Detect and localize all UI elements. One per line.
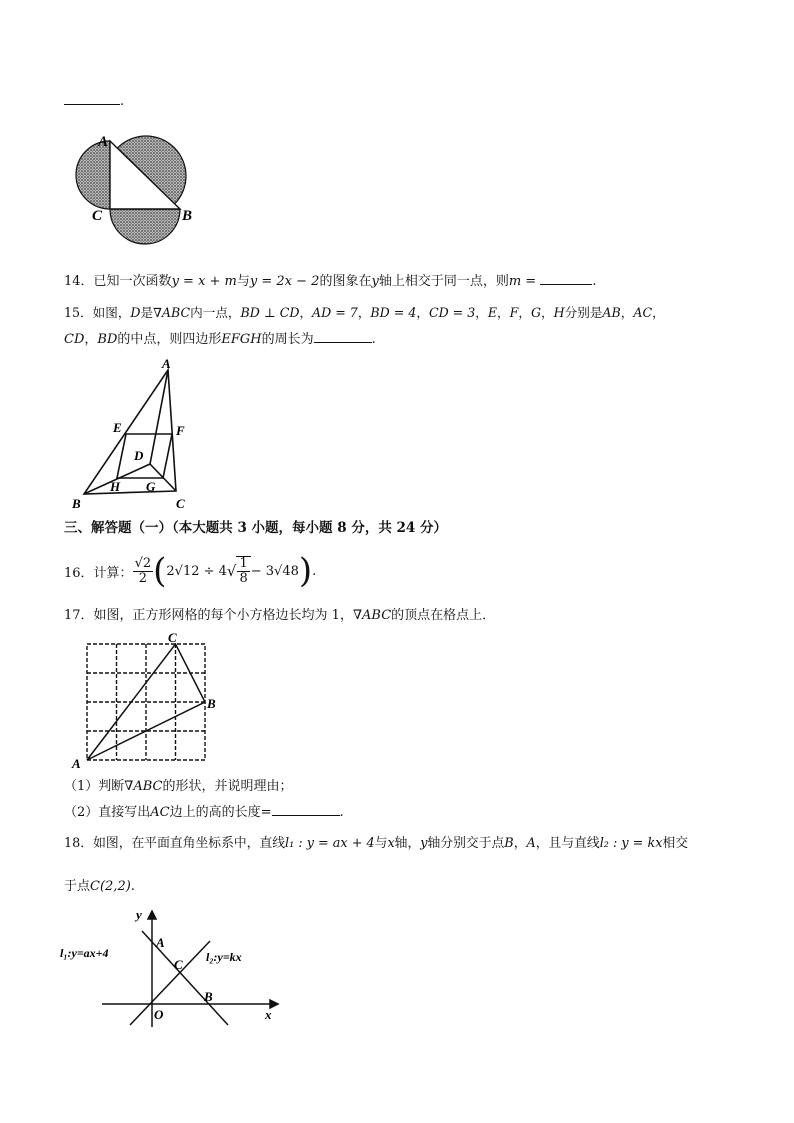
section-3-heading: 三、解答题（一）（本大题共 3 小题，每小题 8 分，共 24 分）: [64, 520, 448, 536]
fig18-label-b: B: [204, 989, 213, 1004]
fig15-label-c: C: [176, 496, 185, 511]
fig18-y-arrow: [148, 911, 156, 919]
answer-blank: [64, 92, 120, 105]
fig15-label-a: A: [162, 356, 171, 371]
fig18-label-a: A: [156, 935, 165, 950]
fig15-label-f: F: [176, 423, 185, 438]
question-17-part1: （1）判断∇ABC的形状，并说明理由；: [64, 779, 293, 794]
question-17-part2: （2）直接写出AC边上的高的长度= .: [64, 805, 344, 820]
fig18-coordinate-figure: [60, 905, 285, 1030]
question-16: 16． 计算： $\frac{√2}{2}$ ( 2√12 ÷ 4 √ $\frac{1}{8}$ − 3√48 ) .: [64, 551, 317, 591]
fig17-label-b: B: [207, 696, 216, 711]
question-18-line1: 18．如图，在平面直角坐标系中，直线l₁ : y = ax + 4与x轴，y轴分别交于点B，A，且与直线l₂ : y = kx相交: [64, 836, 689, 851]
fig17-label-a: A: [72, 756, 81, 770]
fig15-triangle-figure: [66, 356, 196, 512]
fig15-quad-efgh: [117, 434, 172, 478]
question-14: 14．已知一次函数y = x + m与y = 2x − 2的图象在y轴上相交于同一点，则m = .: [64, 274, 597, 289]
q17-answer-blank: [272, 803, 340, 816]
fig13-label-a: A: [98, 134, 109, 150]
question-15-line2: CD，BD的中点，则四边形EFGH的周长为 .: [64, 332, 376, 347]
fig17-label-c: C: [168, 630, 177, 645]
question-18-line2: 于点C(2,2).: [64, 879, 135, 894]
q16-left-paren: (: [153, 551, 167, 591]
fig18-label-l1: l₁:y=ax+4: [60, 946, 109, 960]
fig18-label-c: C: [174, 957, 183, 972]
fig18-label-l2: l₂:y=kx: [206, 950, 242, 964]
fig13-label-c: C: [92, 208, 103, 224]
fig15-label-b: B: [72, 496, 81, 511]
fig13-semicircle-ac: [76, 141, 110, 209]
fig17-grid-figure: [70, 630, 222, 770]
fig17-grid: [87, 644, 205, 760]
q16-fraction-1-over-8: $\frac{1}{8}$: [236, 556, 250, 586]
fig13-circles-figure: [72, 128, 200, 246]
fig15-triangle-abc: [84, 370, 176, 494]
fig13-semicircle-cb: [110, 209, 180, 244]
q16-radical: √: [226, 562, 237, 580]
fig15-label-h: H: [110, 479, 121, 494]
q14-answer-blank: [540, 272, 592, 285]
fig18-line-l2: [130, 941, 210, 1025]
fig18-label-y: y: [136, 907, 142, 922]
fig13-label-b: B: [182, 208, 193, 224]
prev-answer-blank: .: [64, 92, 124, 111]
fig15-label-g: G: [146, 479, 156, 494]
q16-right-paren: ): [298, 551, 313, 591]
q16-fraction-sqrt2-over-2: $\frac{√2}{2}$: [134, 555, 152, 586]
fig18-label-x: x: [265, 1007, 272, 1022]
fig15-label-e: E: [113, 420, 122, 435]
question-17: 17．如图，正方形网格的每个小方格边长均为 1，∇ABC的顶点在格点上．: [64, 608, 496, 623]
question-15-line1: 15．如图，D是∇ABC内一点，BD ⊥ CD，AD = 7，BD = 4，CD = 3，E，F，G，H分别是AB，AC，: [64, 305, 665, 320]
fig18-label-o: O: [154, 1007, 164, 1022]
q15-answer-blank: [314, 330, 372, 343]
fig15-label-d: D: [134, 448, 144, 463]
